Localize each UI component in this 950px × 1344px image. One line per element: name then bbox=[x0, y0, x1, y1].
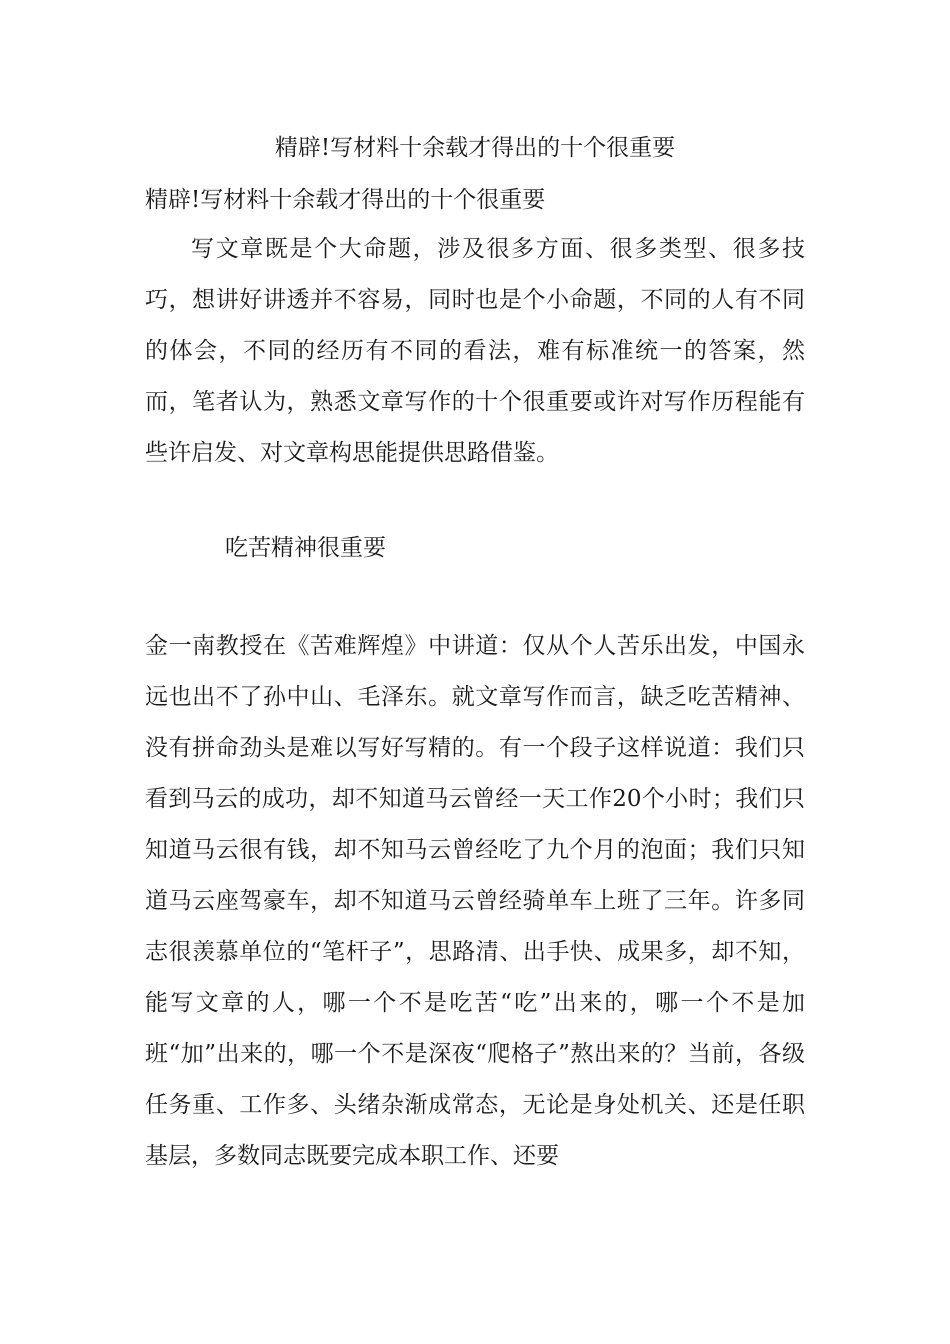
document-title: 精辟!写材料十余载才得出的十个很重要 bbox=[274, 135, 676, 161]
section-body-paragraph: 金一南教授在《苦难辉煌》中讲道：仅从个人苦乐出发，中国永远也出不了孙中山、毛泽东。就文章写作而言，缺乏吃苦精神、没有拼命劲头是难以写好写精的。有一个段子这样说道：我们只看到马云的成功，却不知道马云曾经一天工作20个小时；我们只知道马云很有钱，却不知马云曾经吃了九个月的泡面；我们只知道马云座驾豪车，却不知道马云曾经骑单车上班了三年。许多同志很羡慕单位的“笔杆子”，思路清、出手快、成果多，却不知，能写文章的人，哪一个不是吃苦“吃”出来的，哪一个不是加班“加”出来的，哪一个不是深夜“爬格子”熬出来的？当前，各级任务重、工作多、头绪杂渐成常态，无论是身处机关、还是任职基层，多数同志既要完成本职工作、还要 bbox=[145, 633, 805, 1169]
section-heading: 吃苦精神很重要 bbox=[225, 535, 386, 561]
document-subtitle: 精辟!写材料十余载才得出的十个很重要 bbox=[145, 187, 546, 213]
intro-paragraph: 写文章既是个大命题，涉及很多方面、很多类型、很多技巧，想讲好讲透并不容易，同时也是个小命题，不同的人有不同的体会，不同的经历有不同的看法，难有标准统一的答案，然而，笔者认为，熟悉文章写作的十个很重要或许对写作历程能有些许启发、对文章构思能提供思路借鉴。 bbox=[145, 236, 805, 466]
